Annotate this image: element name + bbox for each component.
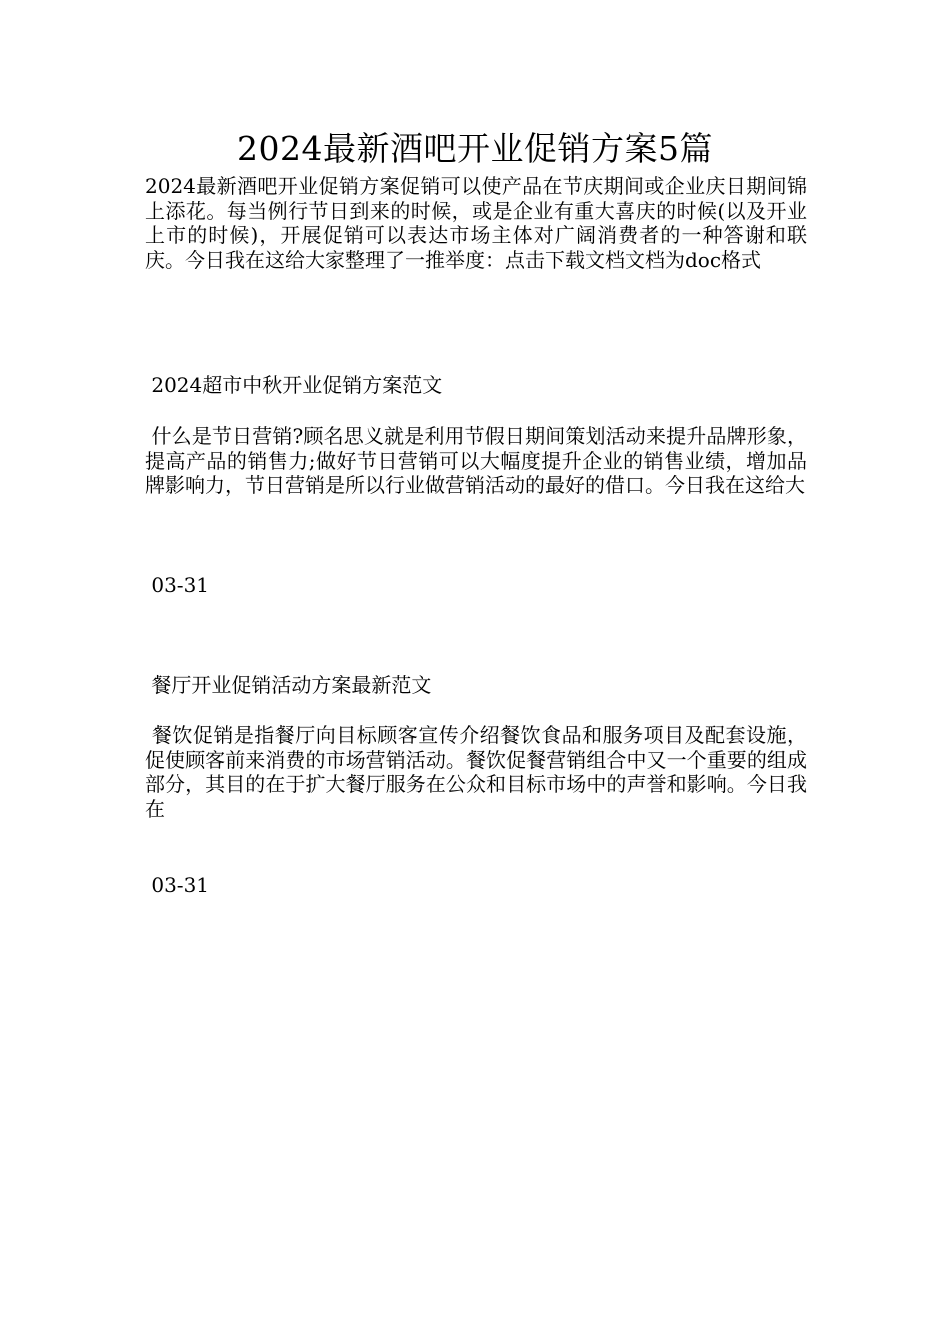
intro-paragraph: 2024最新酒吧开业促销方案促销可以使产品在节庆期间或企业庆日期间锦上添花。每当例行节日到来的时候，或是企业有重大喜庆的时候(以及开业上市的时候)，开展促销可以表达市场主体对广阔消费者的一种答谢和联庆。今日我在这给大家整理了一推举度：点击下载文档文档为doc格式 (145, 174, 807, 272)
article-description-1: 什么是节日营销?顾名思义就是利用节假日期间策划活动来提升品牌形象，提高产品的销售力;做好节日营销可以大幅度提升企业的销售业绩，增加品牌影响力，节日营销是所以行业做营销活动的最好的借口。今日我在这给大 (145, 424, 807, 497)
article-title-2[interactable]: 餐厅开业促销活动方案最新范文 (145, 673, 432, 697)
article-date-1: 03-31 (145, 573, 210, 597)
article-description-2: 餐饮促销是指餐厅向目标顾客宣传介绍餐饮食品和服务项目及配套设施，促使顾客前来消费的市场营销活动。餐饮促餐营销组合中又一个重要的组成部分，其目的在于扩大餐厅服务在公众和目标市场中的声誉和影响。今日我在 (145, 723, 808, 821)
article-date-2: 03-31 (145, 873, 210, 897)
document-title: 2024最新酒吧开业促销方案5篇 (237, 129, 713, 168)
article-title-1[interactable]: 2024超市中秋开业促销方案范文 (145, 373, 443, 397)
